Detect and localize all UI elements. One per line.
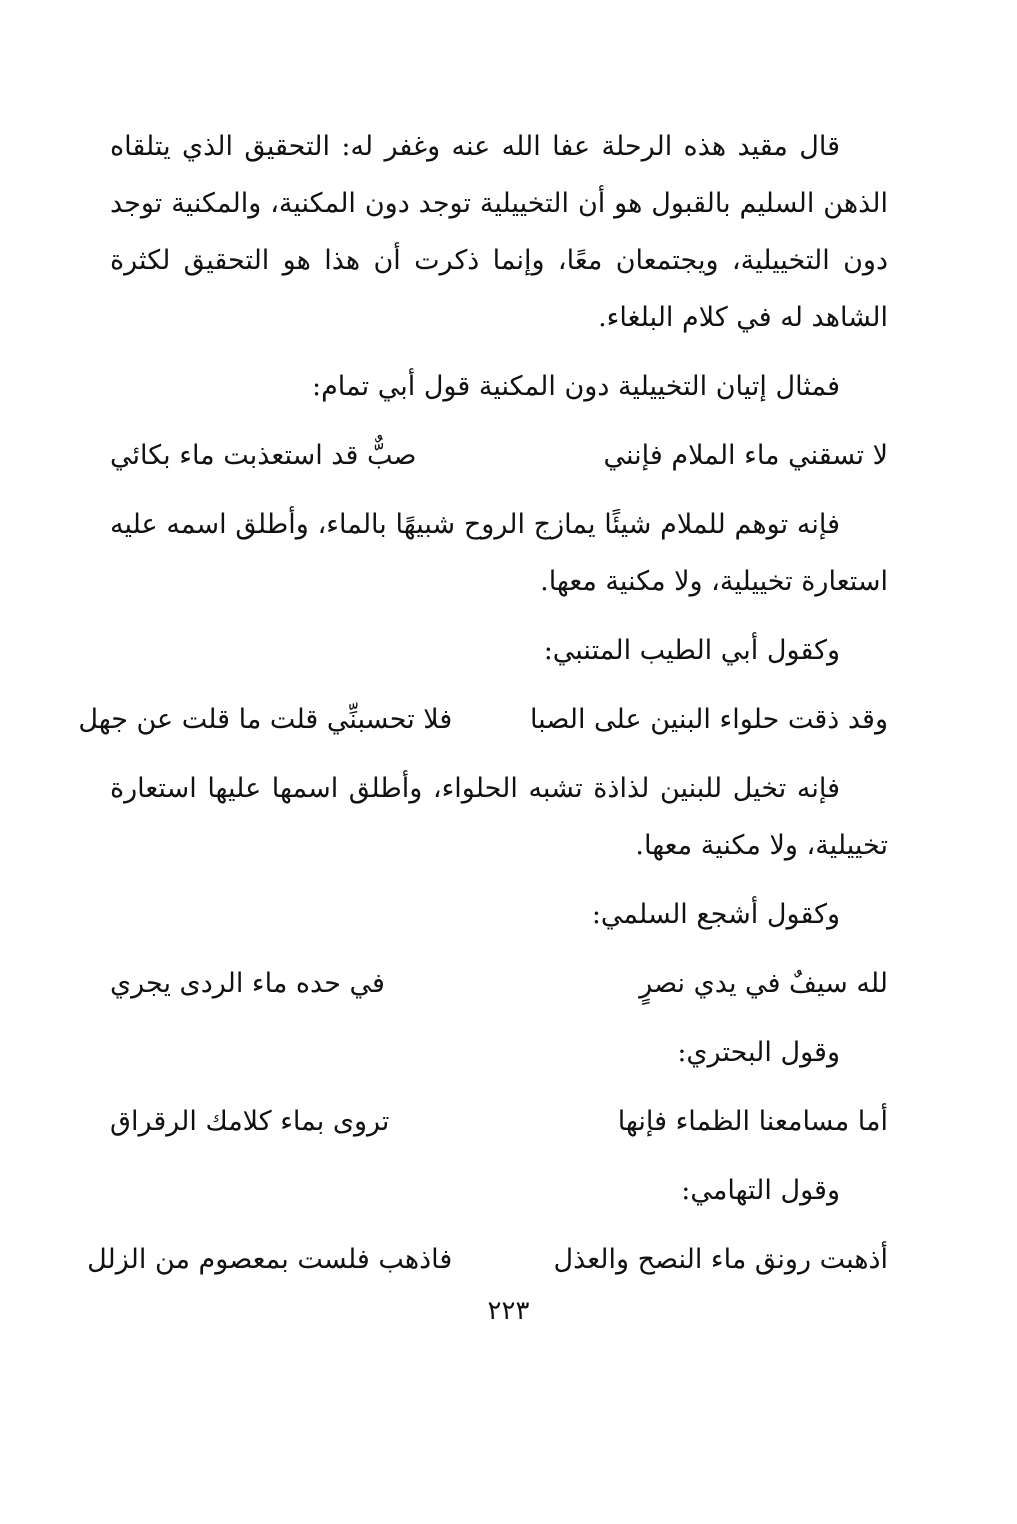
verse-line: [110, 1093, 888, 1150]
paragraph-abu-tammam-intro: فمثال إتيان التخييلية دون المكنية قول أبي تمام:: [311, 371, 840, 402]
verse-line: [110, 955, 888, 1012]
verse-line: [110, 427, 888, 484]
paragraph-ashja-intro: وكقول أشجع السلمي:: [591, 899, 840, 930]
paragraph-buhturi-intro: وقول البحتري:: [677, 1037, 840, 1068]
paragraph-mutanabbi-intro: وكقول أبي الطيب المتنبي:: [543, 635, 840, 666]
verse-second-hemistich: صبٌّ قد استعذبت ماء بكائي: [110, 440, 417, 471]
verse-first-hemistich: أما مسامعنا الظماء فإنها: [617, 1106, 888, 1137]
verse-first-hemistich: لا تسقني ماء الملام فإنني: [603, 440, 888, 471]
verse-first-hemistich: وقد ذقت حلواء البنين على الصبا: [529, 704, 888, 735]
verse-line: [87, 1231, 888, 1288]
verse-line: [78, 691, 888, 748]
paragraph-commentary: قال مقيد هذه الرحلة عفا الله عنه وغفر له: التحقيق الذي يتلقاه الذهن السليم بالقبول هو أن التخييلية توجد دون المكنية، والمكنية توجد دون التخييلية، ويجتمعان معًا، وإنما ذكرت أن هذا هو التحقيق لكثرة الشاهد له في كلام البلغاء.: [110, 131, 888, 333]
verse-second-hemistich: في حده ماء الردى يجري: [110, 968, 385, 999]
page-body: [78, 118, 888, 1300]
paragraph-tihami-intro: وقول التهامي:: [681, 1175, 840, 1206]
verse-first-hemistich: لله سيفٌ في يدي نصرٍ: [639, 968, 888, 999]
verse-second-hemistich: تروى بماء كلامك الرقراق: [110, 1106, 390, 1137]
verse-first-hemistich: أذهبت رونق ماء النصح والعذل: [553, 1244, 888, 1275]
page-number: ٢٢٣: [487, 1296, 530, 1326]
paragraph-explanation: فإنه توهم للملام شيئًا يمازج الروح شبيهًا بالماء، وأطلق اسمه عليه استعارة تخييلية، ولا مكنية معها.: [110, 509, 888, 597]
verse-second-hemistich: فلا تحسبنِّي قلت ما قلت عن جهل: [78, 704, 453, 735]
verse-second-hemistich: فاذهب فلست بمعصوم من الزلل: [87, 1244, 453, 1275]
paragraph-explanation: فإنه تخيل للبنين لذاذة تشبه الحلواء، وأطلق اسمها عليها استعارة تخييلية، ولا مكنية معها.: [110, 773, 888, 861]
